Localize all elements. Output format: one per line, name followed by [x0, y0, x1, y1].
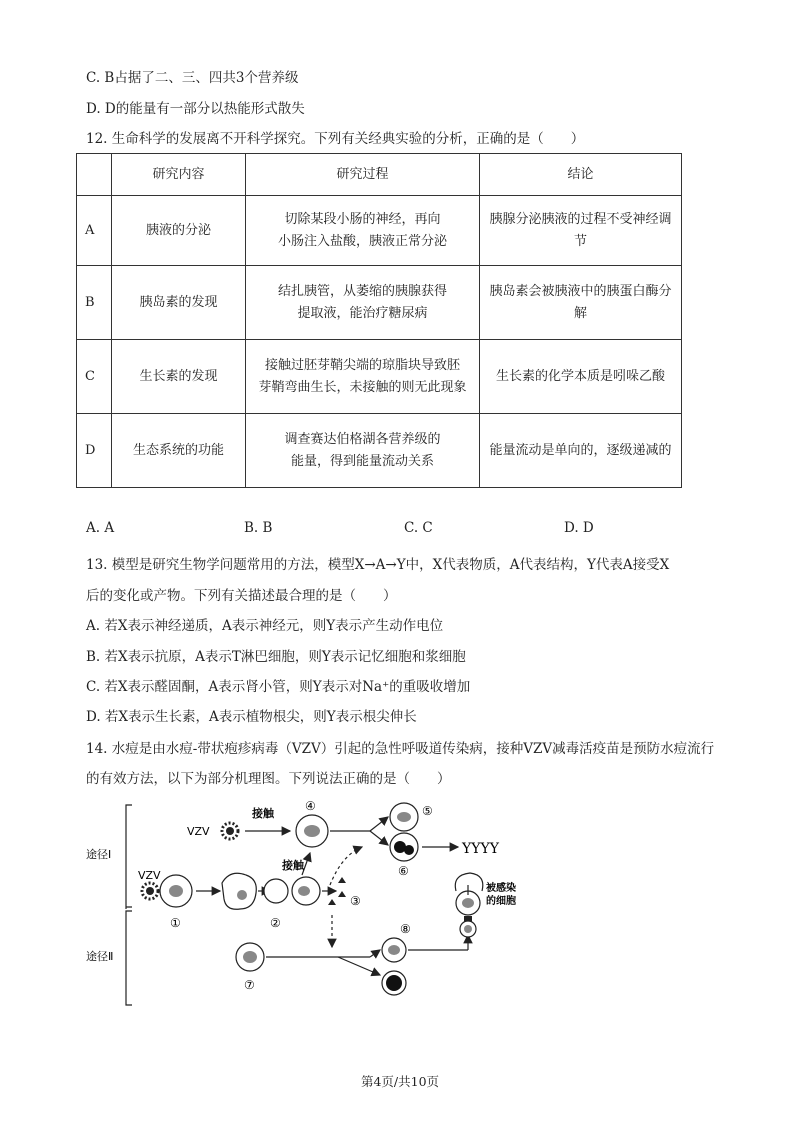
row-content: 胰液的分泌 [112, 196, 246, 266]
cell-6 [390, 833, 418, 861]
cell-5 [390, 803, 418, 831]
row-conclusion: 胰岛素会被胰液中的胰蛋白酶分解 [480, 266, 682, 340]
num-1: ① [170, 916, 181, 930]
q12-row-b [77, 266, 682, 340]
vzv-label-top: VZV [187, 825, 210, 838]
path1-label: 途径Ⅰ [86, 848, 112, 861]
q13-option-c[interactable]: C. 若X表示醛固酮，A表示肾小管，则Y表示对Na⁺的重吸收增加 [86, 679, 471, 695]
q12-row-c [77, 340, 682, 414]
q12-row-d [77, 414, 682, 488]
row-label: A [77, 196, 112, 266]
virus-icon [222, 823, 238, 839]
cell-7 [236, 943, 264, 971]
process-line: 能量，得到能量流动关系 [290, 453, 434, 469]
q13-option-d[interactable]: D. 若X表示生长素，A表示植物根尖，则Y表示根尖伸长 [86, 709, 417, 725]
row-content: 胰岛素的发现 [112, 266, 246, 340]
row-label: C [77, 340, 112, 414]
q13-option-a[interactable]: A. 若X表示神经递质，A表示神经元，则Y表示产生动作电位 [86, 618, 444, 634]
process-line: 切除某段小肠的神经，再向 [284, 211, 441, 227]
process-line: 小肠注入盐酸，胰液正常分泌 [277, 233, 447, 249]
q12-header-row [77, 154, 682, 196]
infected-cell [456, 891, 480, 937]
num-3: ③ [350, 894, 361, 908]
process-line: 提取液，能治疗糖尿病 [297, 305, 428, 321]
vzv-label-left: VZV [138, 869, 161, 882]
cell-1 [160, 875, 192, 907]
q14-stem-line2: 的有效方法，以下为部分机理图。下列说法正确的是（ ） [86, 771, 451, 787]
q12-option-c[interactable]: C. C [404, 520, 433, 536]
q13-stem-line1: 13. 模型是研究生物学问题常用的方法，模型X→A→Y中，X代表物质，A代表结构，Y代表A接受X [86, 557, 670, 573]
page-footer: 第4页/共10页 [360, 1074, 440, 1089]
pathway-bracket [126, 805, 132, 1005]
cell-4 [296, 815, 328, 847]
q12-header-process: 研究过程 [246, 154, 480, 196]
num-7: ⑦ [244, 978, 255, 992]
cell-8 [382, 938, 406, 995]
q12-row-a [77, 196, 682, 266]
num-5: ⑤ [422, 804, 433, 818]
cell-engulf [222, 873, 256, 909]
q11-option-d: D. D的能量有一部分以热能形式散失 [86, 101, 305, 117]
q13-stem-line2: 后的变化或产物。下列有关描述最合理的是（ ） [86, 588, 397, 604]
row-process [246, 196, 480, 266]
q12-stem: 12. 生命科学的发展离不开科学探究。下列有关经典实验的分析，正确的是（ ） [86, 131, 585, 147]
row-process [246, 340, 480, 414]
cell-2 [264, 877, 320, 905]
row-process [246, 414, 480, 488]
row-label: B [77, 266, 112, 340]
contact-label-top: 接触 [252, 807, 274, 820]
q12-option-d[interactable]: D. D [564, 520, 594, 536]
process-line: 芽鞘弯曲生长，未接触的则无此现象 [258, 379, 467, 395]
vzv-mechanism-diagram [80, 795, 720, 1025]
q12-table [76, 153, 682, 488]
row-label: D [77, 414, 112, 488]
antibody-icon: YYYY [462, 841, 499, 857]
q12-header-content: 研究内容 [112, 154, 246, 196]
infected-label-1: 被感染 [486, 883, 516, 894]
q13-option-b[interactable]: B. 若X表示抗原，A表示T淋巴细胞，则Y表示记忆细胞和浆细胞 [86, 649, 466, 665]
row-process [246, 266, 480, 340]
row-conclusion: 能量流动是单向的，逐级递减的 [480, 414, 682, 488]
infected-label-2: 的细胞 [486, 896, 516, 907]
process-line: 调查赛达伯格湖各营养级的 [284, 431, 441, 447]
process-line: 结扎胰管，从萎缩的胰腺获得 [277, 283, 447, 299]
num-8: ⑧ [400, 922, 411, 936]
virus-icon [142, 883, 158, 899]
process-line: 接触过胚芽鞘尖端的琼脂块导致胚 [264, 357, 460, 373]
q12-option-a[interactable]: A. A [86, 520, 115, 536]
row-content: 生态系统的功能 [112, 414, 246, 488]
path2-label: 途径Ⅱ [86, 950, 114, 963]
num-4: ④ [305, 799, 316, 813]
row-conclusion: 生长素的化学本质是吲哚乙酸 [480, 340, 682, 414]
row-content: 生长素的发现 [112, 340, 246, 414]
q11-option-c: C. B占据了二、三、四共3个营养级 [86, 70, 299, 86]
num-6: ⑥ [398, 864, 409, 878]
row-conclusion: 胰腺分泌胰液的过程不受神经调节 [480, 196, 682, 266]
q14-stem-line1: 14. 水痘是由水痘-带状疱疹病毒（VZV）引起的急性呼吸道传染病，接种VZV减毒活疫苗是预防水痘流行 [86, 741, 715, 757]
q12-header-blank [77, 154, 112, 196]
contact-label-mid: 接触 [282, 859, 304, 872]
num-2: ② [270, 916, 281, 930]
q12-header-conclusion: 结论 [480, 154, 682, 196]
q12-option-b[interactable]: B. B [244, 520, 273, 536]
